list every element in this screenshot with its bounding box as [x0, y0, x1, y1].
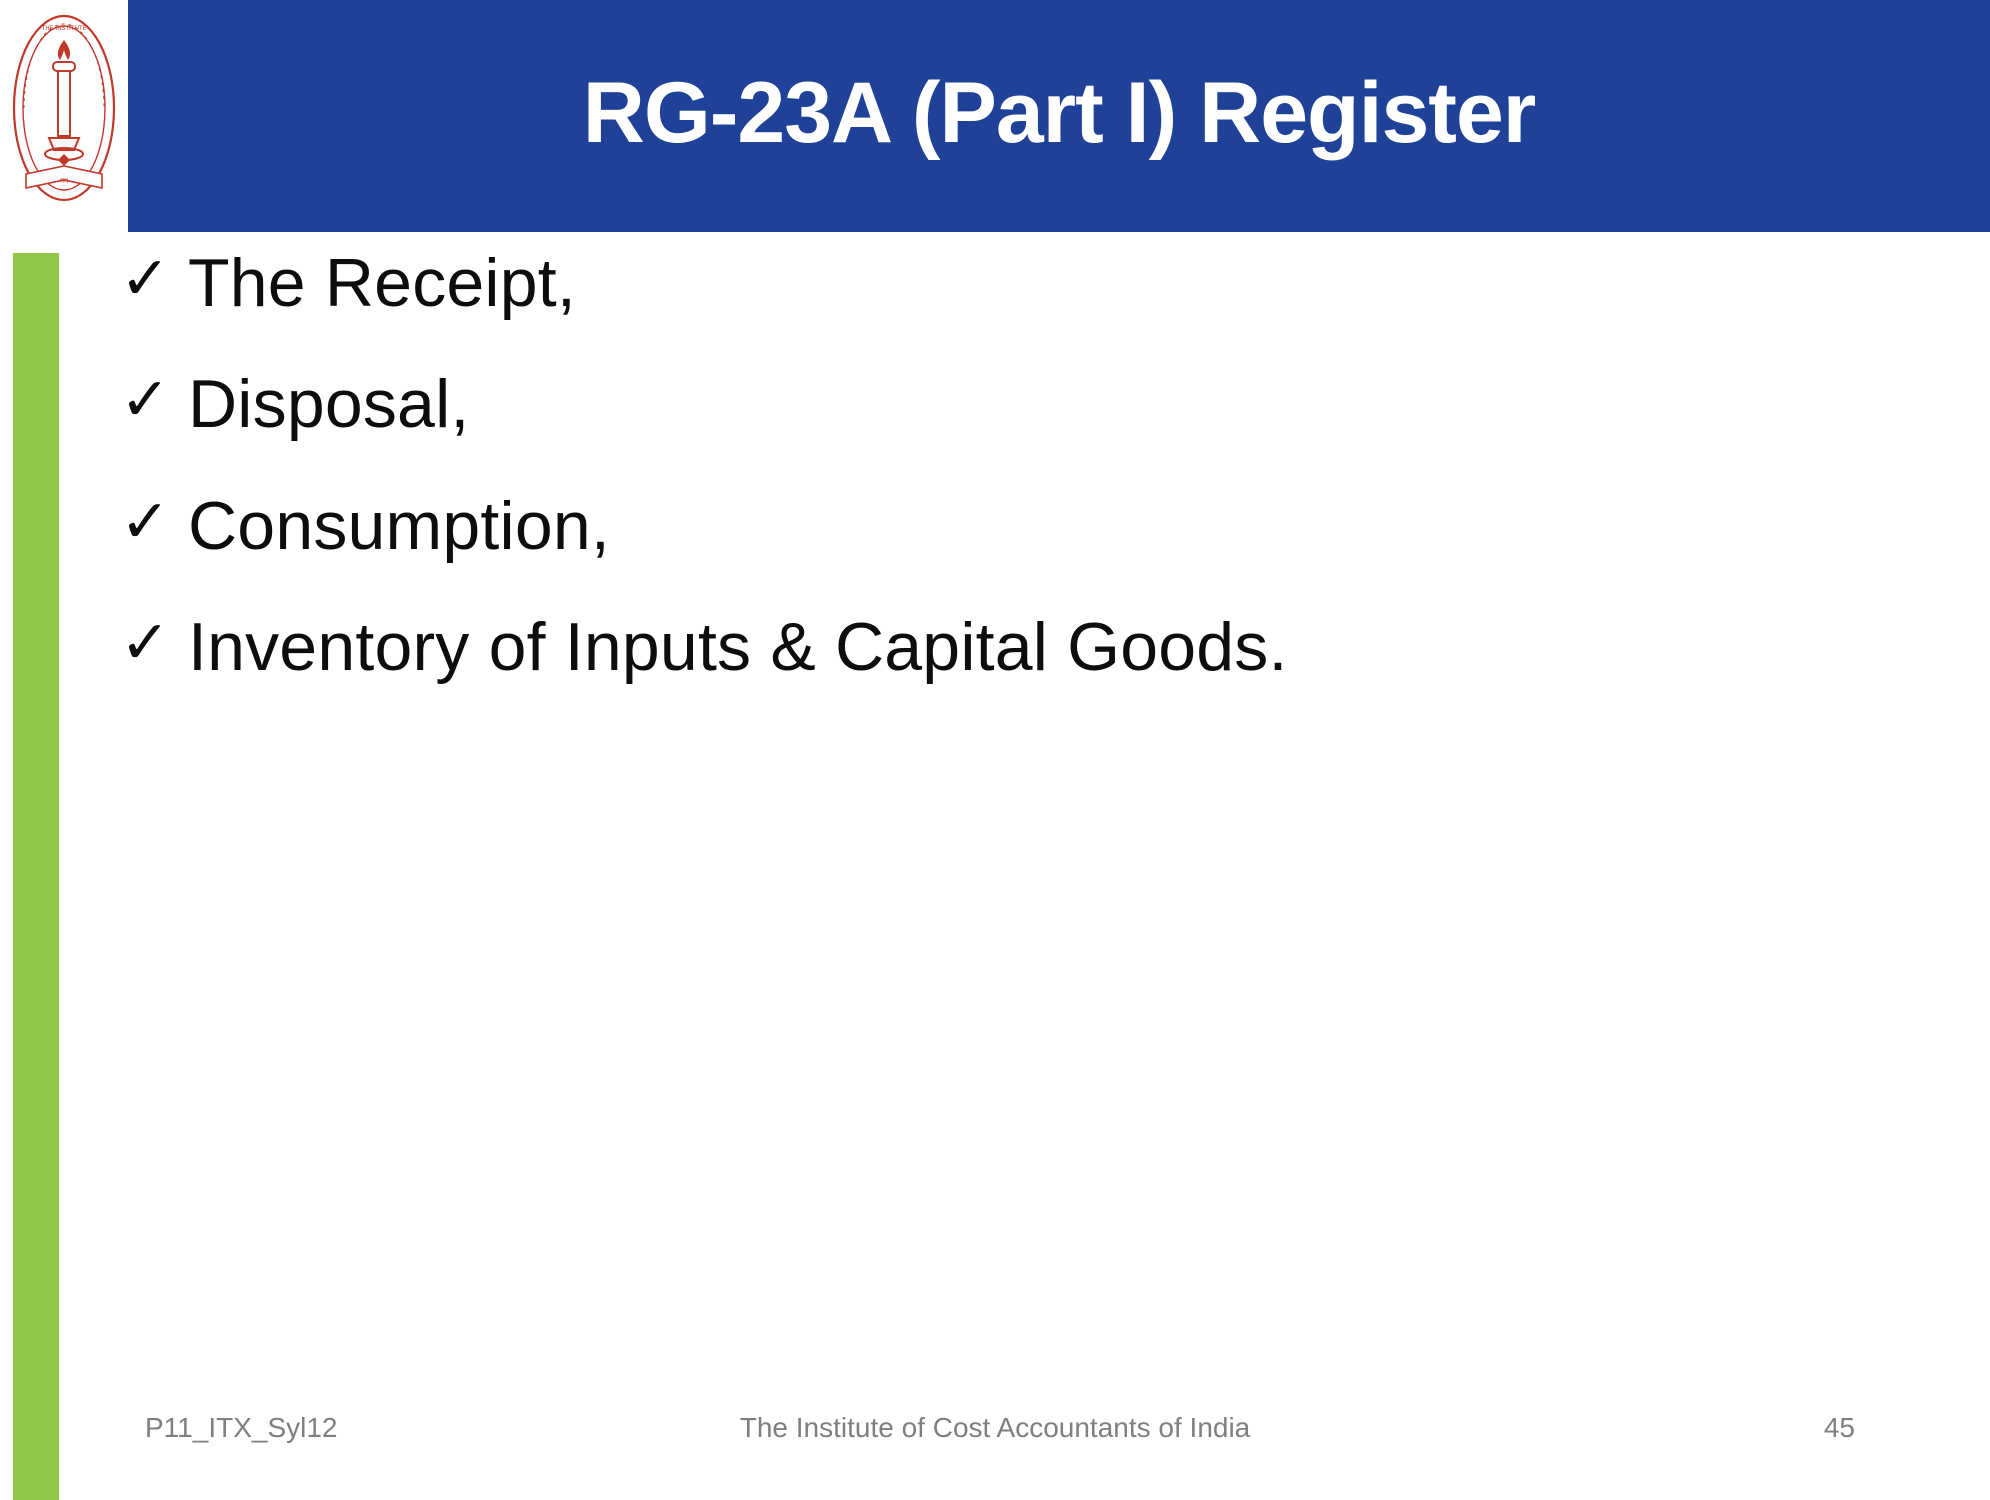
svg-text:मम: मम — [59, 177, 69, 185]
slide-title-bar — [128, 0, 1990, 232]
institute-logo-icon — [8, 8, 120, 226]
list-item-label: Disposal, — [188, 366, 470, 443]
list-item-label: Inventory of Inputs & Capital Goods. — [188, 609, 1288, 686]
checkmark-icon: ✓ — [120, 365, 171, 436]
list-item-label: Consumption, — [188, 487, 610, 564]
page-title: RG-23A (Part I) Register — [582, 65, 1536, 161]
list-item-label: The Receipt, — [188, 245, 576, 321]
list-item — [120, 486, 1880, 564]
slide-footer — [0, 1412, 1990, 1452]
list-item — [120, 365, 1880, 443]
bullet-list — [120, 244, 1880, 734]
list-item — [120, 244, 1880, 321]
footer-course-code: P11_ITX_Syl12 — [145, 1412, 338, 1443]
list-item — [120, 608, 1880, 686]
footer-page-number: 45 — [1823, 1412, 1855, 1443]
footer-organization: The Institute of Cost Accountants of India — [739, 1412, 1251, 1443]
checkmark-icon: ✓ — [120, 486, 171, 557]
institute-logo — [8, 8, 120, 226]
checkmark-icon: ✓ — [120, 608, 171, 679]
svg-text:THE INSTITUTE: THE INSTITUTE — [41, 25, 87, 32]
left-accent-stripe — [13, 253, 59, 1500]
checkmark-icon: ✓ — [120, 244, 171, 314]
